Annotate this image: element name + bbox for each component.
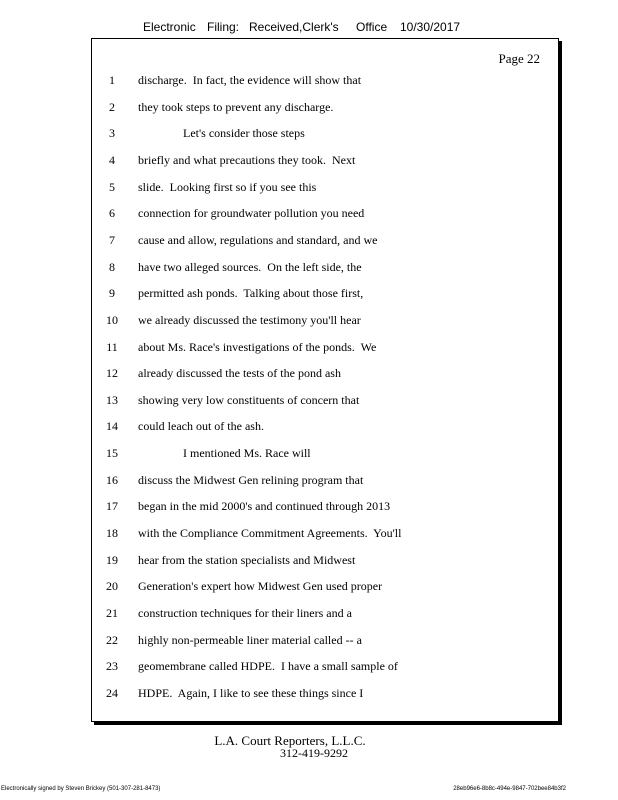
line-number: 19	[106, 552, 118, 567]
line-text: could leach out of the ash.	[138, 419, 264, 434]
transcript-page	[91, 38, 559, 722]
line-text: Let's consider those steps	[138, 126, 305, 141]
line-text: with the Compliance Commitment Agreements. You'll	[138, 526, 402, 541]
line-number: 21	[106, 606, 118, 620]
header-filing: Filing:	[207, 20, 240, 34]
line-number: 7	[109, 232, 115, 247]
line-number: 15	[106, 446, 118, 461]
line-number: 1	[109, 73, 115, 87]
line-number: 9	[109, 286, 115, 301]
line-number: 23	[106, 659, 118, 674]
line-number: 13	[106, 392, 118, 407]
line-number: 16	[106, 472, 118, 487]
header-electronic: Electronic	[143, 20, 196, 34]
line-text: we already discussed the testimony you'll hear	[138, 312, 361, 327]
line-number: 12	[106, 366, 118, 381]
line-number: 20	[106, 579, 118, 594]
line-number: 5	[109, 179, 115, 194]
header-received: Received,Clerk's	[249, 20, 339, 34]
line-number: 8	[109, 259, 115, 274]
line-number: 18	[106, 526, 118, 541]
line-text: highly non-permeable liner material called -- a	[138, 632, 362, 647]
signature-right: 28eb96e6-8b8c-494e-9847-702bee84b3f2	[453, 786, 566, 792]
line-number: 14	[106, 419, 118, 434]
line-text: HDPE. Again, I like to see these things since I	[138, 685, 364, 700]
line-text: discuss the Midwest Gen relining program that	[138, 472, 364, 487]
line-number: 6	[109, 206, 115, 221]
header-date: 10/30/2017	[400, 20, 461, 34]
footer-phone: 312-419-9292	[280, 746, 348, 760]
line-text: discharge. In fact, the evidence will show that	[138, 73, 362, 87]
header-office: Office	[356, 20, 388, 34]
line-number: 11	[106, 339, 118, 354]
line-text: Generation's expert how Midwest Gen used proper	[138, 579, 383, 594]
page-number: Page 22	[498, 51, 540, 66]
line-number: 24	[106, 685, 118, 700]
line-text: about Ms. Race's investigations of the ponds. We	[138, 339, 377, 354]
footer-company: L.A. Court Reporters, L.L.C.	[214, 733, 366, 748]
line-text: construction techniques for their liners and a	[138, 606, 352, 620]
line-number: 10	[106, 312, 118, 327]
line-text: connection for groundwater pollution you need	[138, 206, 365, 221]
line-text: cause and allow, regulations and standard, and we	[138, 232, 378, 247]
line-number: 17	[106, 499, 118, 514]
line-text: they took steps to prevent any discharge.	[138, 99, 334, 114]
line-text: showing very low constituents of concern that	[138, 392, 360, 407]
line-text: already discussed the tests of the pond ash	[138, 366, 341, 381]
signature-left: Electronically signed by Steven Brickey (501-307-281-8473)	[1, 786, 161, 792]
line-text: began in the mid 2000's and continued through 2013	[138, 499, 391, 514]
line-text: briefly and what precautions they took. Next	[138, 152, 356, 167]
line-text: hear from the station specialists and Midwest	[138, 552, 356, 567]
line-text: geomembrane called HDPE. I have a small sample of	[138, 659, 398, 674]
line-number: 3	[109, 126, 115, 141]
line-text: have two alleged sources. On the left side, the	[138, 259, 362, 274]
line-number: 22	[106, 632, 118, 647]
line-number: 2	[109, 99, 115, 114]
line-number: 4	[109, 152, 115, 167]
line-text: permitted ash ponds. Talking about those first,	[138, 286, 364, 301]
line-text: I mentioned Ms. Race will	[138, 446, 311, 461]
line-text: slide. Looking first so if you see this	[138, 179, 317, 194]
